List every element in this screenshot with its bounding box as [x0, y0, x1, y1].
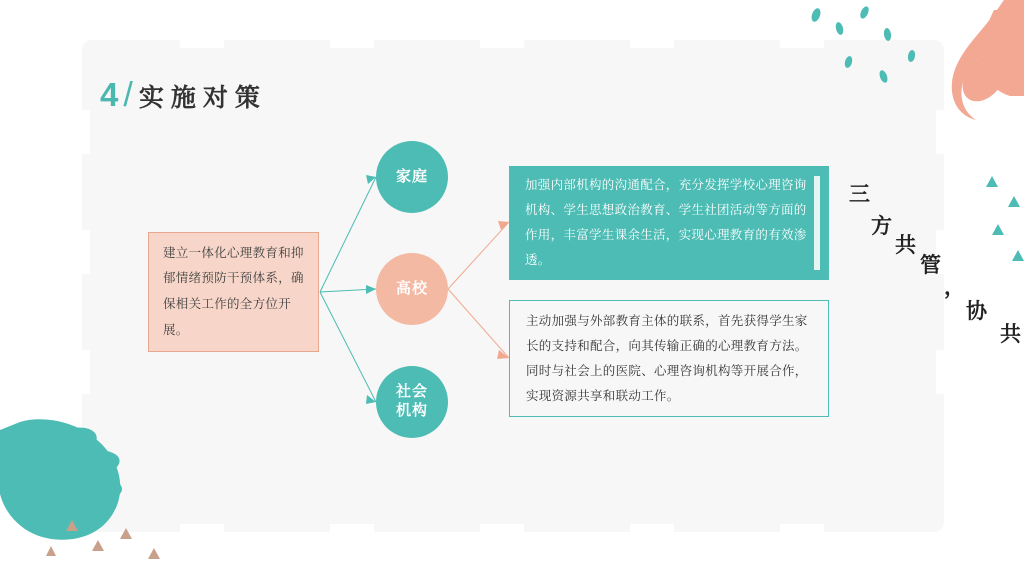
card-notch — [936, 350, 950, 394]
confetti-triangle — [66, 520, 78, 531]
pink-hand-decoration — [890, 0, 1024, 150]
node-social-org-label-line1: 社会 — [395, 383, 428, 401]
card-notch — [76, 110, 90, 154]
confetti-triangle — [92, 540, 104, 551]
panel-accent-bar — [814, 176, 820, 270]
confetti-dot — [835, 21, 845, 35]
panel-internal-coordination-text: 加强内部机构的沟通配合，充分发挥学校心理咨询机构、学生思想政治教育、学生社团活动等方面的作用，丰富学生课余生活，实现心理教育的有效渗透。 — [525, 178, 807, 267]
node-family-label: 家庭 — [395, 167, 428, 185]
confetti-triangle — [1008, 196, 1020, 207]
confetti-triangle — [120, 528, 132, 539]
card-notch — [330, 34, 374, 48]
title-text: 实施对策 — [138, 84, 267, 112]
card-notch — [480, 524, 524, 538]
card-notch — [180, 34, 224, 48]
side-caption-char-7: 共 — [1000, 323, 1021, 346]
confetti-triangle — [46, 546, 56, 556]
left-summary-text: 建立一体化心理教育和抑郁情绪预防干预体系，确保相关工作的全方位开展。 — [163, 245, 304, 337]
card-notch — [330, 524, 374, 538]
side-caption-char-1: 三 — [849, 183, 870, 206]
page-title — [100, 76, 267, 115]
card-notch — [780, 524, 824, 538]
confetti-dot — [810, 7, 822, 23]
confetti-triangle — [986, 176, 998, 187]
left-summary-box — [148, 232, 319, 352]
side-caption-char-3: 共 — [895, 234, 916, 257]
side-caption-char-4: 管 — [920, 254, 941, 277]
card-notch — [630, 524, 674, 538]
card-notch — [76, 230, 90, 274]
node-social-org[interactable] — [376, 366, 448, 438]
node-university[interactable] — [376, 253, 448, 325]
card-notch — [780, 34, 824, 48]
node-family[interactable] — [376, 141, 448, 213]
confetti-triangle — [148, 548, 160, 559]
title-number: 4 — [100, 76, 120, 113]
panel-external-cooperation — [509, 300, 829, 417]
confetti-dot — [859, 5, 871, 20]
panel-external-cooperation-text: 主动加强与外部教育主体的联系，首先获得学生家长的支持和配合，向其传输正确的心理教育方法。同时与社会上的医院、心理咨询机构等开展合作，实现资源共享和联动工作。 — [526, 313, 808, 403]
confetti-triangle — [992, 224, 1004, 235]
node-social-org-label-line2: 机构 — [395, 402, 428, 419]
side-caption-char-6: 协 — [966, 300, 987, 323]
panel-internal-coordination — [509, 166, 829, 280]
card-notch — [630, 34, 674, 48]
node-university-label: 高校 — [395, 279, 428, 297]
side-caption-char-5: ， — [944, 276, 965, 299]
confetti-triangle — [1012, 250, 1024, 261]
card-notch — [180, 524, 224, 538]
title-slash: / — [123, 76, 133, 114]
side-caption-char-2: 方 — [871, 215, 892, 238]
card-notch — [480, 34, 524, 48]
card-notch — [76, 350, 90, 394]
